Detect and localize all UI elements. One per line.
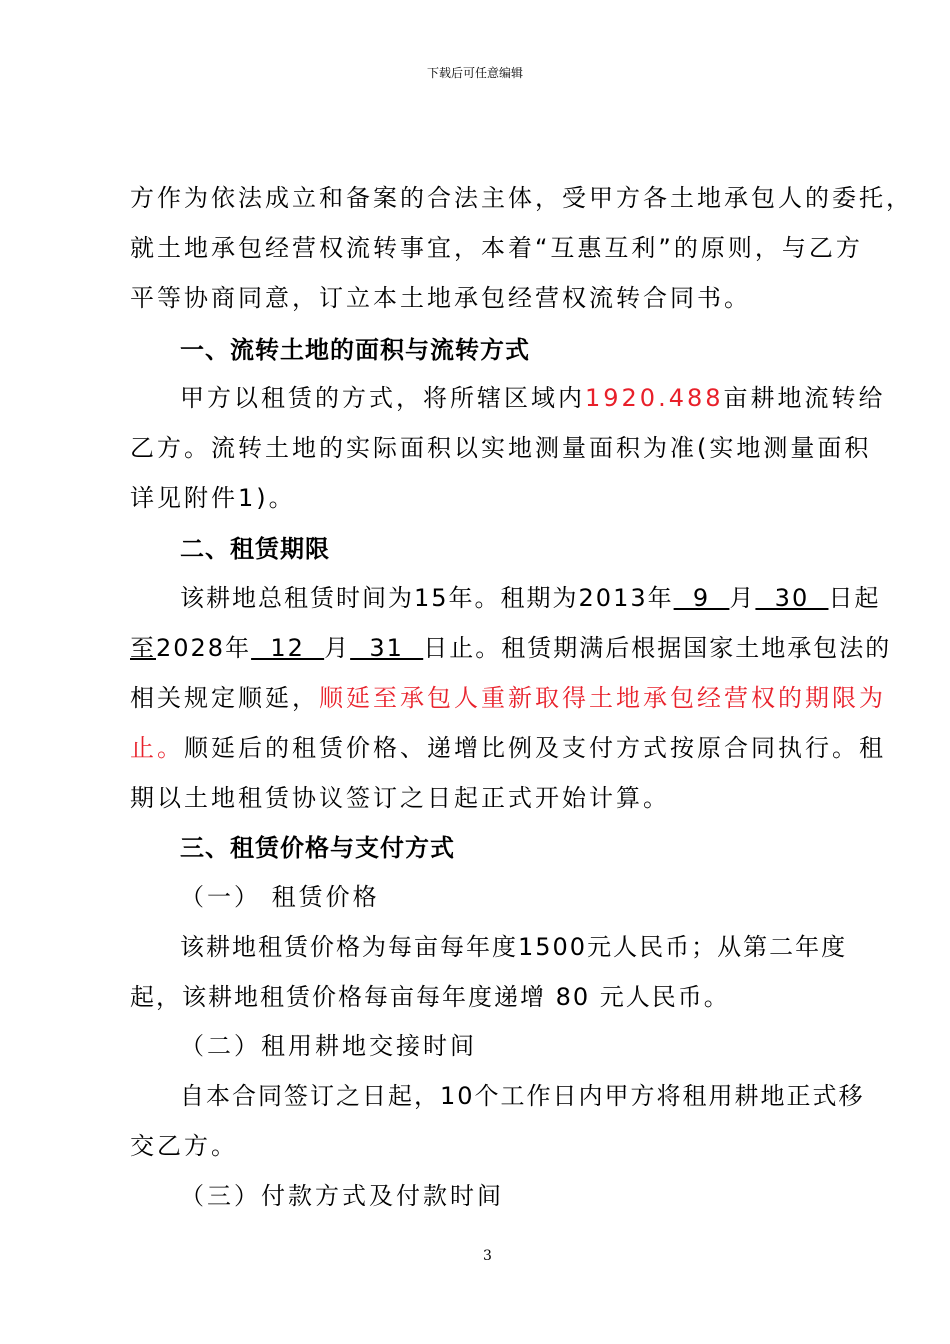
paragraph-line: 期以土地租赁协议签订之日起正式开始计算。	[130, 784, 670, 812]
paragraph-line: 甲方以租赁的方式，将所辖区域内1920.488亩耕地流转给	[180, 384, 886, 412]
paragraph-line: 详见附件1)。	[130, 484, 296, 512]
paragraph-line: 平等协商同意，订立本土地承包经营权流转合同书。	[130, 284, 751, 312]
paragraph-line: 交乙方。	[130, 1132, 238, 1160]
section-heading: 一、流转土地的面积与流转方式	[180, 336, 530, 364]
start-day: 30	[755, 584, 829, 612]
paragraph-line: 起，该耕地租赁价格每亩每年度递增 80 元人民币。	[130, 983, 730, 1011]
paragraph-line: 自本合同签订之日起，10个工作日内甲方将租用耕地正式移	[180, 1082, 865, 1110]
section-heading: 三、租赁价格与支付方式	[180, 834, 455, 862]
page-header-note: 下载后可任意编辑	[426, 66, 523, 80]
section-heading: 二、租赁期限	[180, 535, 330, 563]
subsection-heading: （一） 租赁价格	[180, 883, 380, 911]
paragraph-line: 就土地承包经营权流转事宜，本着“互惠互利”的原则，与乙方	[130, 234, 863, 262]
end-day: 31	[350, 634, 424, 662]
paragraph-line: 止。顺延后的租赁价格、递增比例及支付方式按原合同执行。租	[130, 734, 886, 762]
page-number: 3	[483, 1248, 492, 1264]
subsection-heading: （二）租用耕地交接时间	[180, 1032, 477, 1060]
paragraph-line: 方作为依法成立和备案的合法主体，受甲方各土地承包人的委托，	[130, 184, 913, 212]
start-month: 9	[673, 584, 730, 612]
paragraph-line: 相关规定顺延，顺延至承包人重新取得土地承包经营权的期限为	[130, 684, 886, 712]
paragraph-line: 该耕地总租赁时间为15年。租期为2013年 9 月 30 日起	[180, 584, 881, 612]
paragraph-line: 该耕地租赁价格为每亩每年度1500元人民币；从第二年度	[180, 933, 848, 961]
paragraph-line: 至2028年 12 月 31 日止。租赁期满后根据国家土地承包法的	[130, 634, 892, 662]
end-month: 12	[251, 634, 325, 662]
subsection-heading: （三）付款方式及付款时间	[180, 1182, 504, 1210]
paragraph-line: 乙方。流转土地的实际面积以实地测量面积为准(实地测量面积	[130, 434, 872, 462]
area-value: 1920.488	[585, 384, 724, 412]
